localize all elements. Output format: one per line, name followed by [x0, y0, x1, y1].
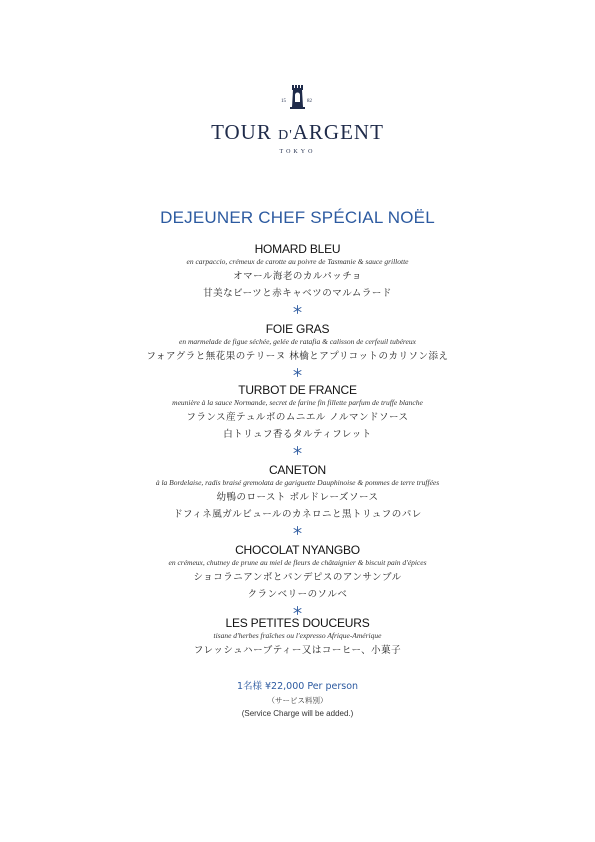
brand-name	[0, 119, 595, 149]
year-left: 15	[280, 99, 286, 104]
restaurant-logo	[0, 85, 595, 155]
snowflake-icon	[293, 446, 302, 455]
price-block	[0, 679, 595, 721]
snowflake-icon	[293, 368, 302, 377]
course-desc-jp: フレッシュハーブティー又はコーヒー、小菓子	[193, 645, 402, 656]
course-desc-fr: en crémeux, chutney de prune au miel de fleurs de châtaignier & biscuit pain d'épices	[168, 558, 427, 567]
course-desc-jp: 白トリュフ香るタルティフレット	[223, 429, 372, 440]
service-charge-jp: （サービス料別）	[267, 696, 328, 705]
course-desc-jp: 甘美なビーツと赤キャベツのマルムラード	[203, 288, 392, 299]
menu-title: DEJEUNER CHEF SPÉCIAL NOËL	[160, 208, 435, 227]
course-item	[0, 543, 595, 615]
course-name: CHOCOLAT NYANGBO	[235, 543, 360, 557]
course-name: HOMARD BLEU	[254, 242, 341, 256]
course-desc-jp: ドフィネ風ガルビュールのカネロニと黒トリュフのパレ	[173, 509, 422, 520]
course-desc-jp: ショコラニアンボとパンデピスのアンサンブル	[193, 572, 402, 583]
course-item	[0, 463, 595, 535]
course-name: LES PETITES DOUCEURS	[225, 616, 370, 630]
brand-small: D'	[278, 128, 293, 143]
price-text: 1名様 ¥22,000 Per person	[236, 681, 359, 692]
snowflake-icon	[293, 526, 302, 535]
course-desc-jp: 幼鴨のロースト ボルドレーズソース	[216, 492, 379, 503]
course-desc-fr: en carpaccio, crémeux de carotte au poivre de Tasmanie & sauce grillotte	[186, 257, 409, 266]
course-item	[0, 242, 595, 314]
course-name: TURBOT DE FRANCE	[238, 383, 357, 397]
course-desc-fr: à la Bordelaise, radis braisé gremolata de gariguette Dauphinoise & pommes de terre truffées	[155, 478, 440, 487]
brand-city: TOKYO	[279, 149, 316, 155]
course-desc-jp: フォアグラと無花果のテリーヌ 林檎とアプリコットのカリソン添え	[146, 351, 449, 362]
course-desc-jp: オマール海老のカルパッチョ	[233, 271, 362, 282]
course-item	[0, 616, 595, 659]
service-charge-en: (Service Charge will be added.)	[241, 709, 354, 718]
course-desc-fr: en marmelade de figue séchée, gelée de ratafia & calisson de cerfeuil tubéreux	[179, 337, 416, 346]
course-desc-jp: フランス産テュルボのムニエル ノルマンドソース	[186, 412, 409, 423]
course-item	[0, 383, 595, 455]
course-desc-fr: meunière à la sauce Normande, secret de farine fin fillette parfum de truffe blanche	[172, 398, 423, 407]
year-right: 82	[306, 99, 312, 104]
tower-crest-icon	[278, 85, 318, 117]
snowflake-icon	[293, 606, 302, 615]
snowflake-icon	[293, 305, 302, 314]
course-item	[0, 322, 595, 377]
course-desc-jp: クランベリーのソルベ	[247, 589, 348, 600]
course-name: FOIE GRAS	[265, 322, 330, 336]
brand-prefix: TOUR	[211, 120, 272, 144]
course-desc-fr: tisane d'herbes fraîches ou l'expresso Afrique-Amérique	[213, 631, 382, 640]
course-name: CANETON	[268, 463, 327, 477]
brand-suffix: ARGENT	[292, 120, 384, 144]
